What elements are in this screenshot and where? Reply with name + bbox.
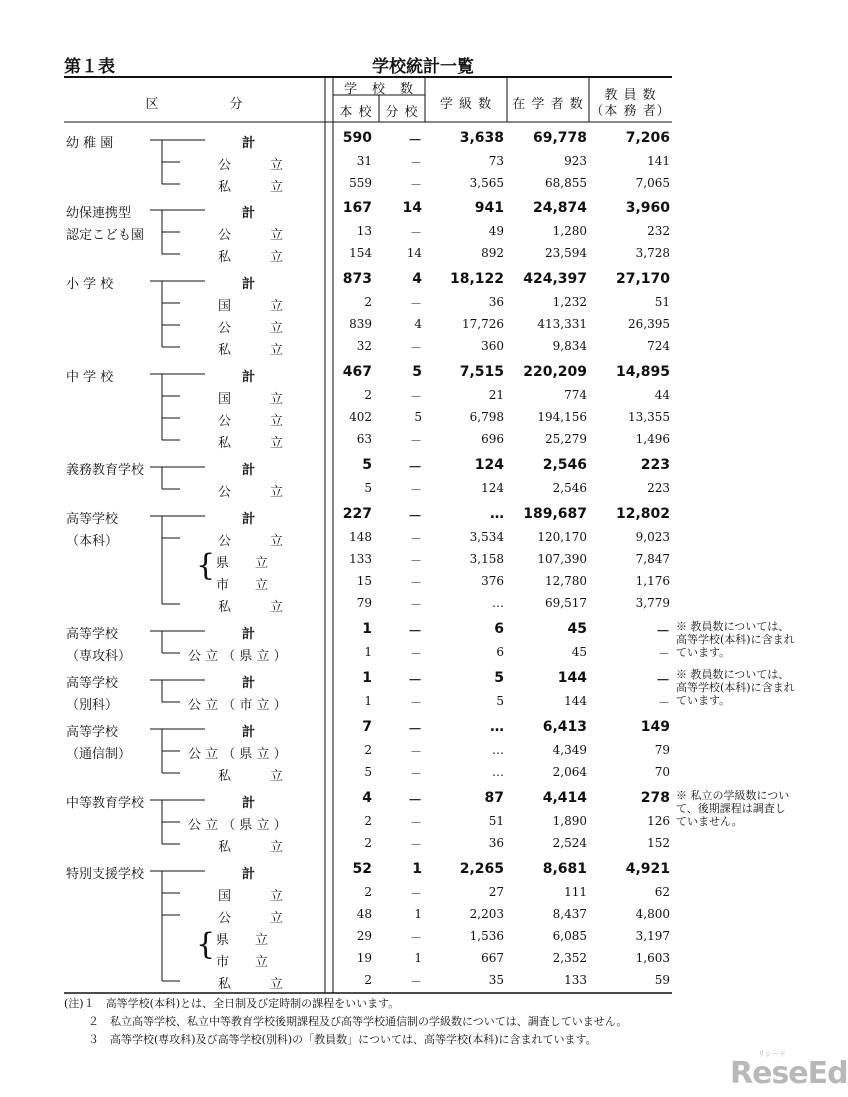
- cell-value: 590: [342, 130, 372, 146]
- cell-value: 559: [349, 176, 372, 190]
- cell-value: 3,565: [469, 176, 504, 190]
- cell-value: 79: [654, 743, 670, 757]
- row-label: 私 立: [218, 180, 284, 195]
- row-label: 私 立: [218, 769, 284, 784]
- watermark-logo: ReseEd: [730, 1056, 848, 1091]
- cell-value: 12,802: [615, 506, 670, 522]
- category-label: 特別支援学校: [66, 867, 145, 882]
- cell-value: 1: [362, 670, 372, 686]
- cell-value: 873: [342, 271, 372, 287]
- cell-value: 413,331: [537, 317, 587, 331]
- cell-value: －: [409, 816, 422, 830]
- cell-value: 27: [488, 885, 504, 899]
- cell-value: 892: [481, 246, 504, 260]
- side-note-bekka: ※ 教員数については、高等学校(本科)に含まれています。: [676, 668, 795, 707]
- category-label: 高等学校: [66, 676, 119, 691]
- cell-value: 1: [414, 907, 422, 921]
- cell-value: 107,390: [537, 552, 587, 566]
- cell-value: －: [408, 460, 422, 476]
- brace-icon: {: [196, 548, 216, 583]
- cell-value: 278: [640, 790, 670, 806]
- cell-value: 941: [474, 200, 504, 216]
- cell-value: －: [409, 767, 422, 781]
- row-label-total: 計: [242, 370, 256, 385]
- cell-value: 36: [488, 295, 504, 309]
- cell-value: 167: [342, 200, 372, 216]
- cell-value: 141: [647, 154, 670, 168]
- col-header-bunko: 分 校: [385, 105, 419, 120]
- cell-value: －: [408, 673, 422, 689]
- row-label: 公 立 （ 県 立 ）: [188, 747, 287, 762]
- category-label: 中等教育学校: [66, 796, 145, 811]
- cell-value: 29: [356, 929, 372, 943]
- table-title: 学校統計一覧: [372, 57, 474, 77]
- watermark-logo-sub: リシード: [758, 1050, 786, 1058]
- cell-value: －: [409, 483, 422, 497]
- cell-value: 63: [356, 432, 372, 446]
- cell-value: 18,122: [449, 271, 504, 287]
- col-header-students: 在 学 者 数: [512, 97, 584, 112]
- cell-value: 21: [488, 388, 504, 402]
- cell-value: －: [409, 975, 422, 989]
- cell-value: 1,176: [635, 574, 670, 588]
- category-label: 中 学 校: [66, 370, 114, 385]
- cell-value: 6,085: [552, 929, 587, 943]
- footnote-2: ２ 私立高等学校、私立中等教育学校後期課程及び高等学校通信制の学級数については、調査していません。: [88, 1015, 628, 1028]
- cell-value: 73: [488, 154, 504, 168]
- cell-value: 194,156: [537, 410, 587, 424]
- cell-value: －: [409, 297, 422, 311]
- cell-value: 36: [488, 836, 504, 850]
- category-label: 高等学校: [66, 627, 119, 642]
- row-label: 私 立: [218, 977, 284, 992]
- category-label: （専攻科）: [66, 649, 132, 664]
- cell-value: 1,280: [552, 224, 587, 238]
- row-label: 公 立: [218, 158, 284, 173]
- category-label: 幼 稚 園: [66, 136, 114, 151]
- cell-value: 1: [364, 645, 372, 659]
- cell-value: 124: [481, 481, 504, 495]
- row-label: 公 立 （ 県 立 ）: [188, 818, 287, 833]
- cell-value: 13,355: [628, 410, 670, 424]
- cell-value: 45: [567, 621, 587, 637]
- cell-value: 7: [362, 719, 372, 735]
- row-label: 県 立: [216, 933, 269, 948]
- cell-value: 48: [356, 907, 372, 921]
- cell-value: －: [409, 341, 422, 355]
- cell-value: 62: [654, 885, 670, 899]
- row-label: 私 立: [218, 250, 284, 265]
- cell-value: 402: [349, 410, 372, 424]
- row-label-total: 計: [242, 676, 256, 691]
- cell-value: 223: [640, 457, 670, 473]
- cell-value: 15: [356, 574, 372, 588]
- cell-value: 223: [647, 481, 670, 495]
- cell-value: 7,065: [635, 176, 670, 190]
- cell-value: －: [409, 576, 422, 590]
- cell-value: 24,874: [532, 200, 587, 216]
- cell-value: 124: [474, 457, 504, 473]
- cell-value: 5: [496, 694, 504, 708]
- cell-value: －: [408, 133, 422, 149]
- cell-value: 2: [364, 885, 372, 899]
- brace-icon: {: [196, 927, 216, 962]
- cell-value: 424,397: [523, 271, 587, 287]
- cell-value: 2,064: [552, 765, 587, 779]
- cell-value: 69,778: [532, 130, 587, 146]
- row-label: 公 立: [218, 534, 284, 549]
- cell-value: 44: [654, 388, 670, 402]
- cell-value: 3,158: [469, 552, 504, 566]
- cell-value: 51: [654, 295, 670, 309]
- cell-value: 148: [349, 530, 372, 544]
- cell-value: 4: [412, 271, 422, 287]
- cell-value: …: [492, 765, 504, 779]
- cell-value: 1: [364, 694, 372, 708]
- row-label: 公 立: [218, 911, 284, 926]
- row-label: 公 立 （ 県 立 ）: [188, 649, 287, 664]
- col-header-school-count: 学 校 数: [343, 82, 414, 97]
- cell-value: 133: [349, 552, 372, 566]
- cell-value: 2: [364, 973, 372, 987]
- cell-value: 7,847: [635, 552, 670, 566]
- row-label: 市 立: [216, 578, 269, 593]
- cell-value: 6: [494, 621, 504, 637]
- row-label: 公 立: [218, 485, 284, 500]
- cell-value: 3,728: [635, 246, 670, 260]
- cell-value: …: [490, 506, 504, 522]
- cell-value: －: [409, 598, 422, 612]
- cell-value: －: [657, 647, 670, 661]
- row-label: 国 立: [218, 889, 284, 904]
- cell-value: －: [409, 390, 422, 404]
- cell-value: －: [408, 624, 422, 640]
- cell-value: 1,536: [469, 929, 504, 943]
- row-label: 私 立: [218, 343, 284, 358]
- cell-value: －: [408, 722, 422, 738]
- footnote-1: (注)１ 高等学校(本科)とは、全日制及び定時制の課程をいいます。: [64, 997, 400, 1010]
- cell-value: 4,800: [635, 907, 670, 921]
- cell-value: 149: [640, 719, 670, 735]
- row-label-total: 計: [242, 136, 256, 151]
- table-number: 第１表: [64, 57, 115, 77]
- cell-value: 70: [654, 765, 670, 779]
- cell-value: －: [409, 554, 422, 568]
- row-label-total: 計: [242, 867, 256, 882]
- side-note-chuto: ※ 私立の学級数について、後期課程は調査していません。: [676, 789, 790, 828]
- category-label: （別科）: [66, 698, 119, 713]
- cell-value: 7,206: [625, 130, 670, 146]
- cell-value: 467: [342, 364, 372, 380]
- cell-value: 35: [488, 973, 504, 987]
- cell-value: 4,414: [542, 790, 587, 806]
- cell-value: 23,594: [545, 246, 587, 260]
- cell-value: 1,232: [552, 295, 587, 309]
- cell-value: 7,515: [459, 364, 504, 380]
- cell-value: 152: [647, 836, 670, 850]
- cell-value: 13: [356, 224, 372, 238]
- side-note-senkou: ※ 教員数については、高等学校(本科)に含まれています。: [676, 620, 795, 659]
- row-label: 国 立: [218, 392, 284, 407]
- cell-value: 376: [481, 574, 504, 588]
- category-label: （本科）: [66, 534, 119, 549]
- category-label: 幼保連携型: [66, 206, 132, 221]
- cell-value: 2: [364, 743, 372, 757]
- cell-value: 154: [349, 246, 372, 260]
- cell-value: 126: [647, 814, 670, 828]
- row-label-total: 計: [242, 725, 256, 740]
- cell-value: 8,681: [542, 861, 587, 877]
- row-label: 市 立: [216, 955, 269, 970]
- cell-value: 4: [414, 317, 422, 331]
- row-label-total: 計: [242, 627, 256, 642]
- cell-value: 4,349: [552, 743, 587, 757]
- cell-value: 2: [364, 388, 372, 402]
- cell-value: 2: [364, 836, 372, 850]
- cell-value: 6,798: [469, 410, 504, 424]
- cell-value: 111: [564, 885, 587, 899]
- cell-value: －: [657, 696, 670, 710]
- cell-value: 2,265: [459, 861, 504, 877]
- cell-value: 220,209: [523, 364, 587, 380]
- cell-value: 3,534: [469, 530, 504, 544]
- cell-value: 696: [481, 432, 504, 446]
- category-label: 小 学 校: [66, 277, 114, 292]
- cell-value: …: [490, 719, 504, 735]
- cell-value: 1: [362, 621, 372, 637]
- cell-value: 9,834: [552, 339, 587, 353]
- cell-value: －: [409, 647, 422, 661]
- cell-value: 133: [564, 973, 587, 987]
- cell-value: 2,546: [552, 481, 587, 495]
- category-label: 高等学校: [66, 512, 119, 527]
- cell-value: 26,395: [628, 317, 670, 331]
- cell-value: 68,855: [545, 176, 587, 190]
- cell-value: 144: [564, 694, 587, 708]
- cell-value: 87: [484, 790, 504, 806]
- cell-value: 1,496: [635, 432, 670, 446]
- cell-value: 5: [414, 410, 422, 424]
- cell-value: －: [408, 793, 422, 809]
- cell-value: 45: [571, 645, 587, 659]
- cell-value: 3,197: [635, 929, 670, 943]
- category-label: （通信制）: [66, 747, 132, 762]
- row-label: 私 立: [218, 840, 284, 855]
- cell-value: 27,170: [615, 271, 670, 287]
- cell-value: 17,726: [462, 317, 504, 331]
- row-label: 私 立: [218, 600, 284, 615]
- cell-value: 1: [414, 951, 422, 965]
- cell-value: 724: [647, 339, 670, 353]
- cell-value: 12,780: [545, 574, 587, 588]
- row-label-total: 計: [242, 512, 256, 527]
- cell-value: 4,921: [625, 861, 670, 877]
- cell-value: 2,546: [542, 457, 587, 473]
- col-header-honko: 本 校: [339, 105, 373, 120]
- col-header-teachers-sub: （本 務 者）: [590, 104, 671, 119]
- cell-value: 227: [342, 506, 372, 522]
- cell-value: －: [409, 178, 422, 192]
- cell-value: －: [409, 532, 422, 546]
- cell-value: 120,170: [537, 530, 587, 544]
- cell-value: 839: [349, 317, 372, 331]
- cell-value: 6,413: [542, 719, 587, 735]
- cell-value: －: [409, 745, 422, 759]
- cell-value: 2,524: [552, 836, 587, 850]
- cell-value: 14: [406, 246, 422, 260]
- cell-value: 5: [364, 481, 372, 495]
- cell-value: 1,890: [552, 814, 587, 828]
- cell-value: 1,603: [635, 951, 670, 965]
- cell-value: …: [492, 596, 504, 610]
- cell-value: 4: [362, 790, 372, 806]
- cell-value: 3,638: [459, 130, 504, 146]
- cell-value: 144: [557, 670, 587, 686]
- cell-value: 49: [488, 224, 504, 238]
- cell-value: 3,960: [625, 200, 670, 216]
- cell-value: 52: [352, 861, 372, 877]
- cell-value: 2,203: [469, 907, 504, 921]
- cell-value: …: [492, 743, 504, 757]
- row-label: 公 立 （ 市 立 ）: [188, 698, 287, 713]
- row-label-total: 計: [242, 277, 256, 292]
- cell-value: 2,352: [552, 951, 587, 965]
- cell-value: 79: [356, 596, 372, 610]
- cell-value: －: [408, 509, 422, 525]
- cell-value: －: [409, 696, 422, 710]
- col-header-teachers: 教 員 数: [604, 88, 657, 103]
- cell-value: 2: [364, 814, 372, 828]
- cell-value: －: [409, 226, 422, 240]
- cell-value: －: [409, 156, 422, 170]
- category-label: 高等学校: [66, 725, 119, 740]
- cell-value: 5: [364, 765, 372, 779]
- cell-value: 2: [364, 295, 372, 309]
- row-label: 私 立: [218, 436, 284, 451]
- cell-value: 8,437: [552, 907, 587, 921]
- cell-value: 32: [356, 339, 372, 353]
- cell-value: －: [656, 673, 670, 689]
- col-header-classes: 学 級 数: [439, 97, 493, 112]
- cell-value: 360: [481, 339, 504, 353]
- cell-value: －: [656, 624, 670, 640]
- cell-value: －: [409, 887, 422, 901]
- row-label: 県 立: [216, 556, 269, 571]
- cell-value: 3,779: [635, 596, 670, 610]
- row-label: 公 立: [218, 414, 284, 429]
- cell-value: 51: [488, 814, 504, 828]
- cell-value: 923: [564, 154, 587, 168]
- cell-value: 774: [564, 388, 587, 402]
- cell-value: 5: [362, 457, 372, 473]
- row-label: 公 立: [218, 228, 284, 243]
- cell-value: 6: [496, 645, 504, 659]
- cell-value: 31: [356, 154, 372, 168]
- row-label: 公 立: [218, 321, 284, 336]
- cell-value: 19: [356, 951, 372, 965]
- row-label-total: 計: [242, 463, 256, 478]
- category-label: 義務教育学校: [66, 463, 145, 478]
- cell-value: 14,895: [615, 364, 670, 380]
- row-label-total: 計: [242, 796, 256, 811]
- row-label-total: 計: [242, 206, 256, 221]
- cell-value: 59: [654, 973, 670, 987]
- cell-value: 69,517: [545, 596, 587, 610]
- cell-value: －: [409, 931, 422, 945]
- cell-value: －: [409, 434, 422, 448]
- cell-value: 1: [412, 861, 422, 877]
- cell-value: 5: [494, 670, 504, 686]
- cell-value: 14: [402, 200, 422, 216]
- cell-value: －: [409, 838, 422, 852]
- footnote-3: ３ 高等学校(専攻科)及び高等学校(別科)の「教員数」については、高等学校(本科)に含まれています。: [88, 1033, 597, 1046]
- cell-value: 232: [647, 224, 670, 238]
- cell-value: 9,023: [635, 530, 670, 544]
- category-label: 認定こども園: [66, 228, 145, 243]
- cell-value: 25,279: [545, 432, 587, 446]
- row-label: 国 立: [218, 299, 284, 314]
- cell-value: 189,687: [523, 506, 587, 522]
- cell-value: 5: [412, 364, 422, 380]
- col-header-kubun: 区 分: [145, 97, 244, 112]
- cell-value: 667: [481, 951, 504, 965]
